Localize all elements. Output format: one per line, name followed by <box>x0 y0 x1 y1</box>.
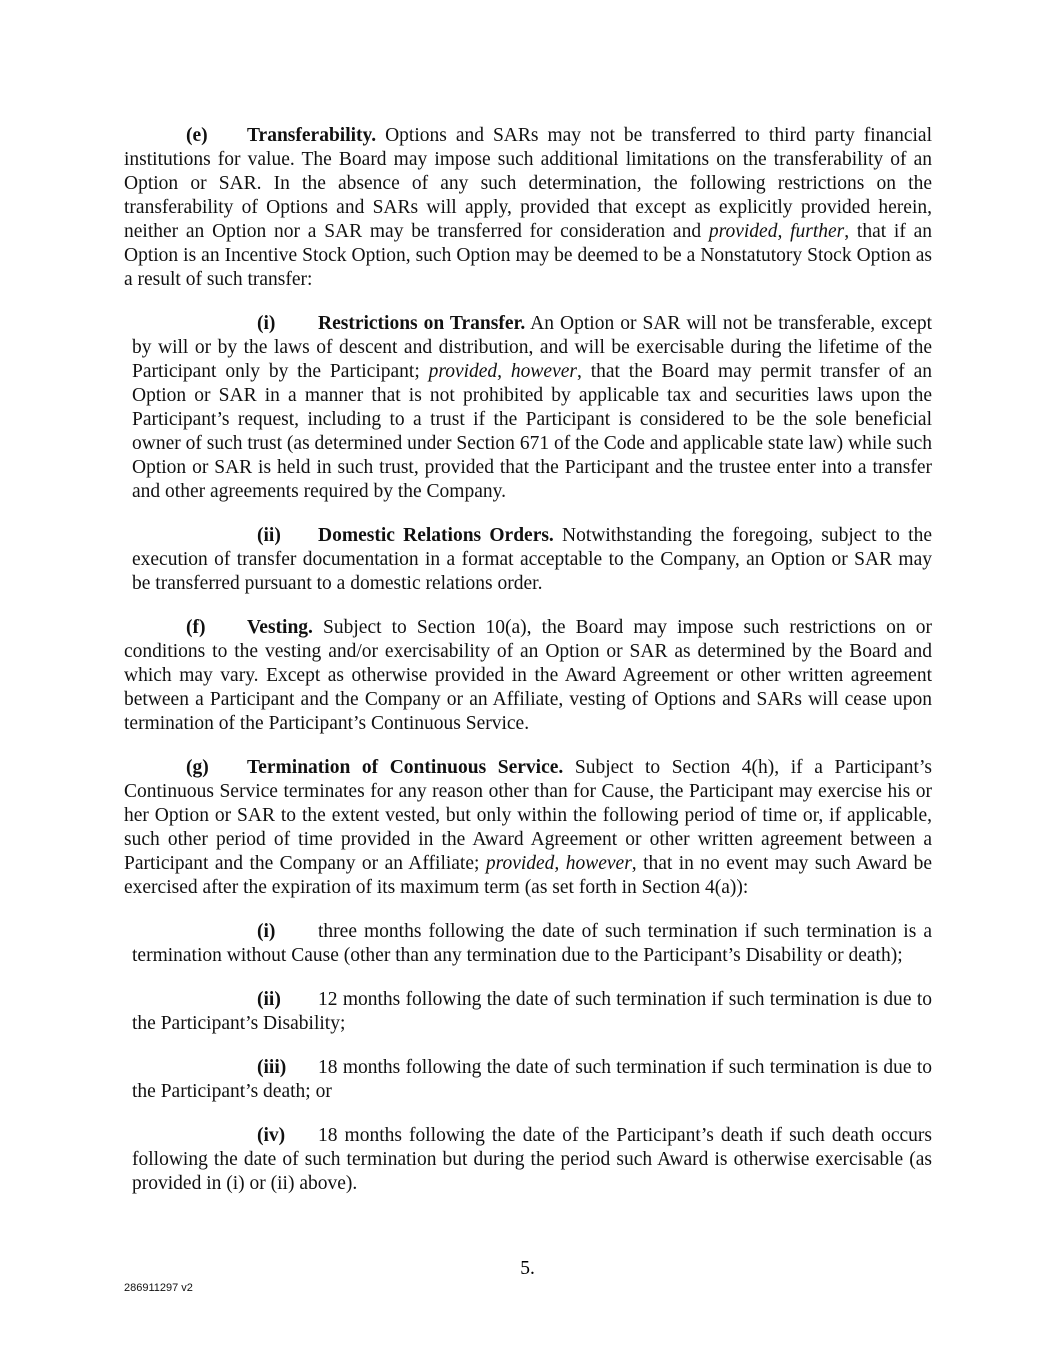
section-f-text-1: Subject to Section 10(a), the Board may impose such restrictions on or conditions to the vesting and/or exercisability of an Option or SAR as determined by the Board and which may vary. Except as otherwise provided in the Award Agreement or other written agreement between a Participant and the Company or an Affiliate, vesting of Options and SARs will cease upon termination of the Participant’s Continuous Service. <box>124 617 932 734</box>
section-e-ii-text-1: Notwithstanding the foregoing, subject to the execution of transfer documentation in a format acceptable to the Company, an Option or SAR may be transferred pursuant to a domestic relations order. <box>132 525 932 594</box>
section-e-ii-heading: Domestic Relations Orders. <box>318 525 554 546</box>
section-e-italic: provided, further <box>708 221 845 242</box>
section-e-i-text-1: An Option or SAR will not be transferable, except by will or by the laws of descent and distribution, and will be exercisable during the lifetime of the Participant only by the Participant; <box>132 313 933 382</box>
section-e-i-label: (i) <box>257 313 276 334</box>
section-g-item-label: (ii) <box>257 989 281 1010</box>
section-f-paragraph <box>124 616 932 736</box>
section-e-ii-paragraph <box>132 524 932 596</box>
section-e-paragraph <box>124 124 932 292</box>
page-number: 5. <box>520 1258 535 1279</box>
section-g-item <box>132 1056 932 1104</box>
section-g-item-label: (iii) <box>257 1057 287 1078</box>
section-g-item-text: 18 months following the date of such termination if such termination is due to the Participant’s death; or <box>132 1057 932 1102</box>
section-g-item <box>132 988 932 1036</box>
section-g-item-text: 12 months following the date of such termination if such termination is due to the Participant’s Disability; <box>132 989 932 1034</box>
section-g-label: (g) <box>186 757 209 778</box>
section-e-i-text-2: , that the Board may permit transfer of an Option or SAR in a manner that is not prohibited by applicable tax and securities laws upon the Participant’s request, including to a trust if the Participant is considered to be the sole beneficial owner of such trust (as determined under Section 671 of the Code and applicable state law) while such Option or SAR is held in such trust, provided that the Participant and the trustee enter into a transfer and other agreements required by the Company. <box>132 361 933 502</box>
section-g-item <box>132 1124 932 1196</box>
section-g-heading: Termination of Continuous Service. <box>247 757 564 778</box>
section-g-item-label: (i) <box>257 921 276 942</box>
section-g-item <box>132 920 932 968</box>
section-g-italic: provided, however <box>485 853 632 874</box>
section-f-heading: Vesting. <box>247 617 313 638</box>
document-page <box>124 124 932 1196</box>
section-g-text-1: Subject to Section 4(h), if a Participant’s Continuous Service terminates for any reason other than for Cause, the Participant may exercise his or her Option or SAR to the extent vested, but only within the following period of time or, if applicable, such other period of time provided in the Award Agreement or other written agreement between a Participant and the Company or an Affiliate; <box>124 757 932 874</box>
section-e-i-paragraph <box>132 312 932 504</box>
section-e-ii-label: (ii) <box>257 525 281 546</box>
section-e-heading: Transferability. <box>247 125 377 146</box>
section-g-item-text: 18 months following the date of the Participant’s death if such death occurs following the date of such termination but during the period such Award is otherwise exercisable (as provided in (i) or (ii) above). <box>132 1125 932 1194</box>
section-e-i-italic: provided, however <box>428 361 577 382</box>
section-g-item-label: (iv) <box>257 1125 286 1146</box>
document-id: 286911297 v2 <box>124 1282 193 1294</box>
section-e-text-1: Options and SARs may not be transferred to third party financial institutions for value. The Board may impose such additional limitations on the transferability of an Option or SAR. In the absence of any such determination, the following restrictions on the transferability of Options and SARs will apply, provided that except as explicitly provided herein, neither an Option nor a SAR may be transferred for consideration and <box>124 125 932 242</box>
section-e-text-2: , that if an Option is an Incentive Stock Option, such Option may be deemed to be a Nonstatutory Stock Option as a result of such transfer: <box>124 221 932 290</box>
section-g-paragraph <box>124 756 932 900</box>
section-e-label: (e) <box>186 125 208 146</box>
section-e-i-heading: Restrictions on Transfer. <box>318 313 526 334</box>
section-f-label: (f) <box>186 617 206 638</box>
section-g-text-2: , that in no event may such Award be exercised after the expiration of its maximum term (as set forth in Section 4(a)): <box>124 853 932 898</box>
section-g-item-text: three months following the date of such termination if such termination is a termination without Cause (other than any termination due to the Participant’s Disability or death); <box>132 921 932 966</box>
